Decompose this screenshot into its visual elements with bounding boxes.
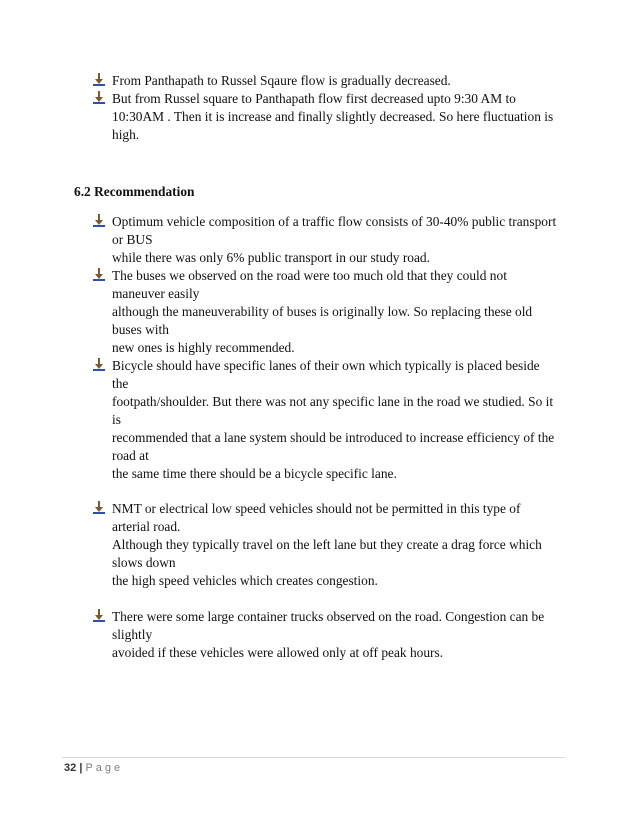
text-line: Bicycle should have specific lanes of their own which typically is placed beside xyxy=(112,358,540,373)
text-line: the high speed vehicles which creates congestion. xyxy=(112,573,378,588)
text-line: arterial road. xyxy=(112,519,181,534)
bullet-arrow-icon xyxy=(92,358,106,372)
text-line: Although they typically travel on the left lane but they create a drag force which xyxy=(112,537,542,552)
page-footer xyxy=(64,762,123,774)
bullet-arrow-icon xyxy=(92,214,106,228)
bullet-arrow-icon xyxy=(92,268,106,282)
text-line: The buses we observed on the road were too much old that they could not xyxy=(112,268,507,283)
text-line: the xyxy=(112,376,129,391)
text-line: road at xyxy=(112,448,149,463)
text-line: From Panthapath to Russel Sqaure flow is gradually decreased. xyxy=(112,73,451,88)
text-line: recommended that a lane system should be introduced to increase efficiency of the xyxy=(112,430,555,445)
text-line: or BUS xyxy=(112,232,153,247)
text-line: Optimum vehicle composition of a traffic flow consists of 30-40% public transport xyxy=(112,214,557,229)
text-line: high. xyxy=(112,127,140,142)
text-line: But from Russel square to Panthapath flow first decreased upto 9:30 AM to xyxy=(112,91,516,106)
text-line: buses with xyxy=(112,322,169,337)
section-heading: 6.2 Recommendation xyxy=(74,184,195,199)
text-line: There were some large container trucks observed on the road. Congestion can be xyxy=(112,609,545,624)
footer-divider xyxy=(62,757,565,758)
bullet-arrow-icon xyxy=(92,91,106,105)
bullet-arrow-icon xyxy=(92,501,106,515)
text-line: footpath/shoulder. But there was not any specific lane in the road we studied. So it xyxy=(112,394,554,409)
bullet-arrow-icon xyxy=(92,73,106,87)
text-line: maneuver easily xyxy=(112,286,200,301)
text-line: the same time there should be a bicycle specific lane. xyxy=(112,466,397,481)
text-line: slightly xyxy=(112,627,153,642)
text-line: slows down xyxy=(112,555,176,570)
page-label: Page xyxy=(85,762,124,774)
text-line: avoided if these vehicles were allowed only at off peak hours. xyxy=(112,645,444,660)
footer-separator: | xyxy=(79,762,83,774)
text-line: is xyxy=(112,412,121,427)
bullet-arrow-icon xyxy=(92,609,106,623)
text-line: while there was only 6% public transport in our study road. xyxy=(112,250,430,265)
text-line: 10:30AM . Then it is increase and finally slightly decreased. So here fluctuation is xyxy=(112,109,554,124)
page-number: 32 xyxy=(64,762,77,774)
text-line: although the maneuverability of buses is originally low. So replacing these old xyxy=(112,304,533,319)
text-line: NMT or electrical low speed vehicles should not be permitted in this type of xyxy=(112,501,521,516)
text-line: new ones is highly recommended. xyxy=(112,340,295,355)
